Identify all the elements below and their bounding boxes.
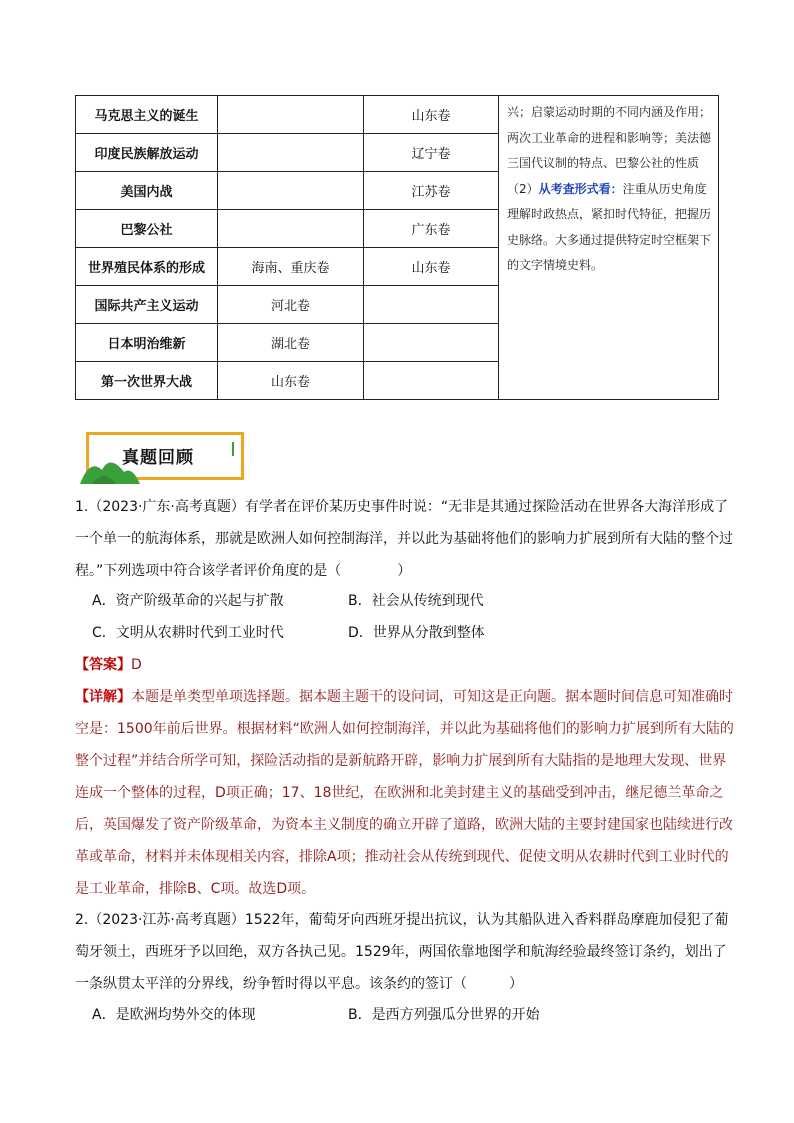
paper-cell (218, 134, 364, 172)
section-title: 真题回顾 (122, 448, 194, 468)
paper-cell: 山东卷 (364, 96, 499, 134)
analysis-notes-cell (499, 96, 719, 400)
topic-cell: 日本明治维新 (76, 324, 218, 362)
notes-p2-num: （2） (507, 181, 539, 196)
paper-cell: 山东卷 (218, 362, 364, 400)
topic-cell: 印度民族解放运动 (76, 134, 218, 172)
table-row (76, 96, 719, 134)
topic-cell: 巴黎公社 (76, 210, 218, 248)
q1-answer (75, 649, 735, 681)
answer-label: 【答案】 (75, 657, 131, 673)
topic-cell: 马克思主义的诞生 (76, 96, 218, 134)
q1-option-a: A．资产阶级革命的兴起与扩散 (92, 593, 284, 609)
detail-label: 【详解】 (75, 689, 131, 705)
detail-text: 本题是单类型单项选择题。据本题主题干的设问词，可知这是正向题。据本题时间信息可知准确时空是：1500年前后世界。根据材料“欧洲人如何控制海洋，并以此为基础将他们的影响力扩展到所有大陆的整个过程”并结合所学可知，探险活动指的是新航路开辟，影响力扩展到所有大陆指的是地理大发现、世界连成一个整体的过程，D项正确；17、18世纪，在欧洲和北美封建主义的基础受到冲击，继尼德兰革命之后，英国爆发了资产阶级革命，为资本主义制度的确立开辟了道路，欧洲大陆的主要封建国家也陆续进行改革或革命，材料并未体现相关内容，排除A项；推动社会从传统到现代、促使文明从农耕时代到工业时代的是工业革命，排除B、C项。故选D项。 (75, 689, 734, 897)
notes-part1: 兴；启蒙运动时期的不同内涵及作用；两次工业革命的进程和影响等；美法德三国代议制的特点、巴黎公社的性质 (507, 105, 712, 170)
question-2-stem: 2.（2023·江苏·高考真题）1522年，葡萄牙向西班牙提出抗议，认为其船队进入香料群岛摩鹿加侵犯了葡萄牙领土，西班牙予以回绝，双方各执己见。1529年，两国依靠地图学和航海经验最终签订条约，划出了一条纵贯太平洋的分界线，纷争暂时得以平息。该条约的签订（ ） (75, 912, 729, 992)
q1-option-c: C．文明从农耕时代到工业时代 (92, 625, 284, 641)
banner-accent-mark (232, 442, 234, 456)
notes-p2-body: 注重从历史角度理解时政热点，紧扣时代特征，把握历史脉络。大多通过提供特定时空框架下的文字情境史料。 (507, 181, 712, 272)
paper-cell (364, 286, 499, 324)
paper-cell: 广东卷 (364, 210, 499, 248)
topic-cell: 第一次世界大战 (76, 362, 218, 400)
q1-option-b: B．社会从传统到现代 (348, 593, 484, 609)
paper-cell (218, 96, 364, 134)
notes-p2-lead: 从考查形式看： (538, 181, 623, 196)
paper-cell (218, 210, 364, 248)
topic-cell: 国际共产主义运动 (76, 286, 218, 324)
paper-cell: 湖北卷 (218, 324, 364, 362)
answer-value: D (131, 657, 142, 673)
paper-cell: 江苏卷 (364, 172, 499, 210)
paper-cell: 辽宁卷 (364, 134, 499, 172)
q1-detail (75, 681, 735, 905)
section-banner (80, 432, 246, 482)
q1-option-d: D．世界从分散到整体 (348, 625, 485, 641)
paper-cell (364, 324, 499, 362)
paper-cell: 山东卷 (364, 248, 499, 286)
q2-option-a: A．是欧洲均势外交的体现 (92, 1007, 256, 1023)
topic-cell: 世界殖民体系的形成 (76, 248, 218, 286)
paper-cell: 河北卷 (218, 286, 364, 324)
paper-cell (218, 172, 364, 210)
topic-cell: 美国内战 (76, 172, 218, 210)
question-1-stem: 1.（2023·广东·高考真题）有学者在评价某历史事件时说：“无非是其通过探险活动在世界各大海洋形成了一个单一的航海体系，那就是欧洲人如何控制海洋，并以此为基础将他们的影响力扩展到所有大陆的整个过程。”下列选项中符合该学者评价角度的是（ ） (75, 499, 733, 579)
paper-cell (364, 362, 499, 400)
exam-topics-table (75, 95, 719, 400)
q2-option-b: B．是西方列强瓜分世界的开始 (348, 1007, 540, 1023)
paper-cell: 海南、重庆卷 (218, 248, 364, 286)
